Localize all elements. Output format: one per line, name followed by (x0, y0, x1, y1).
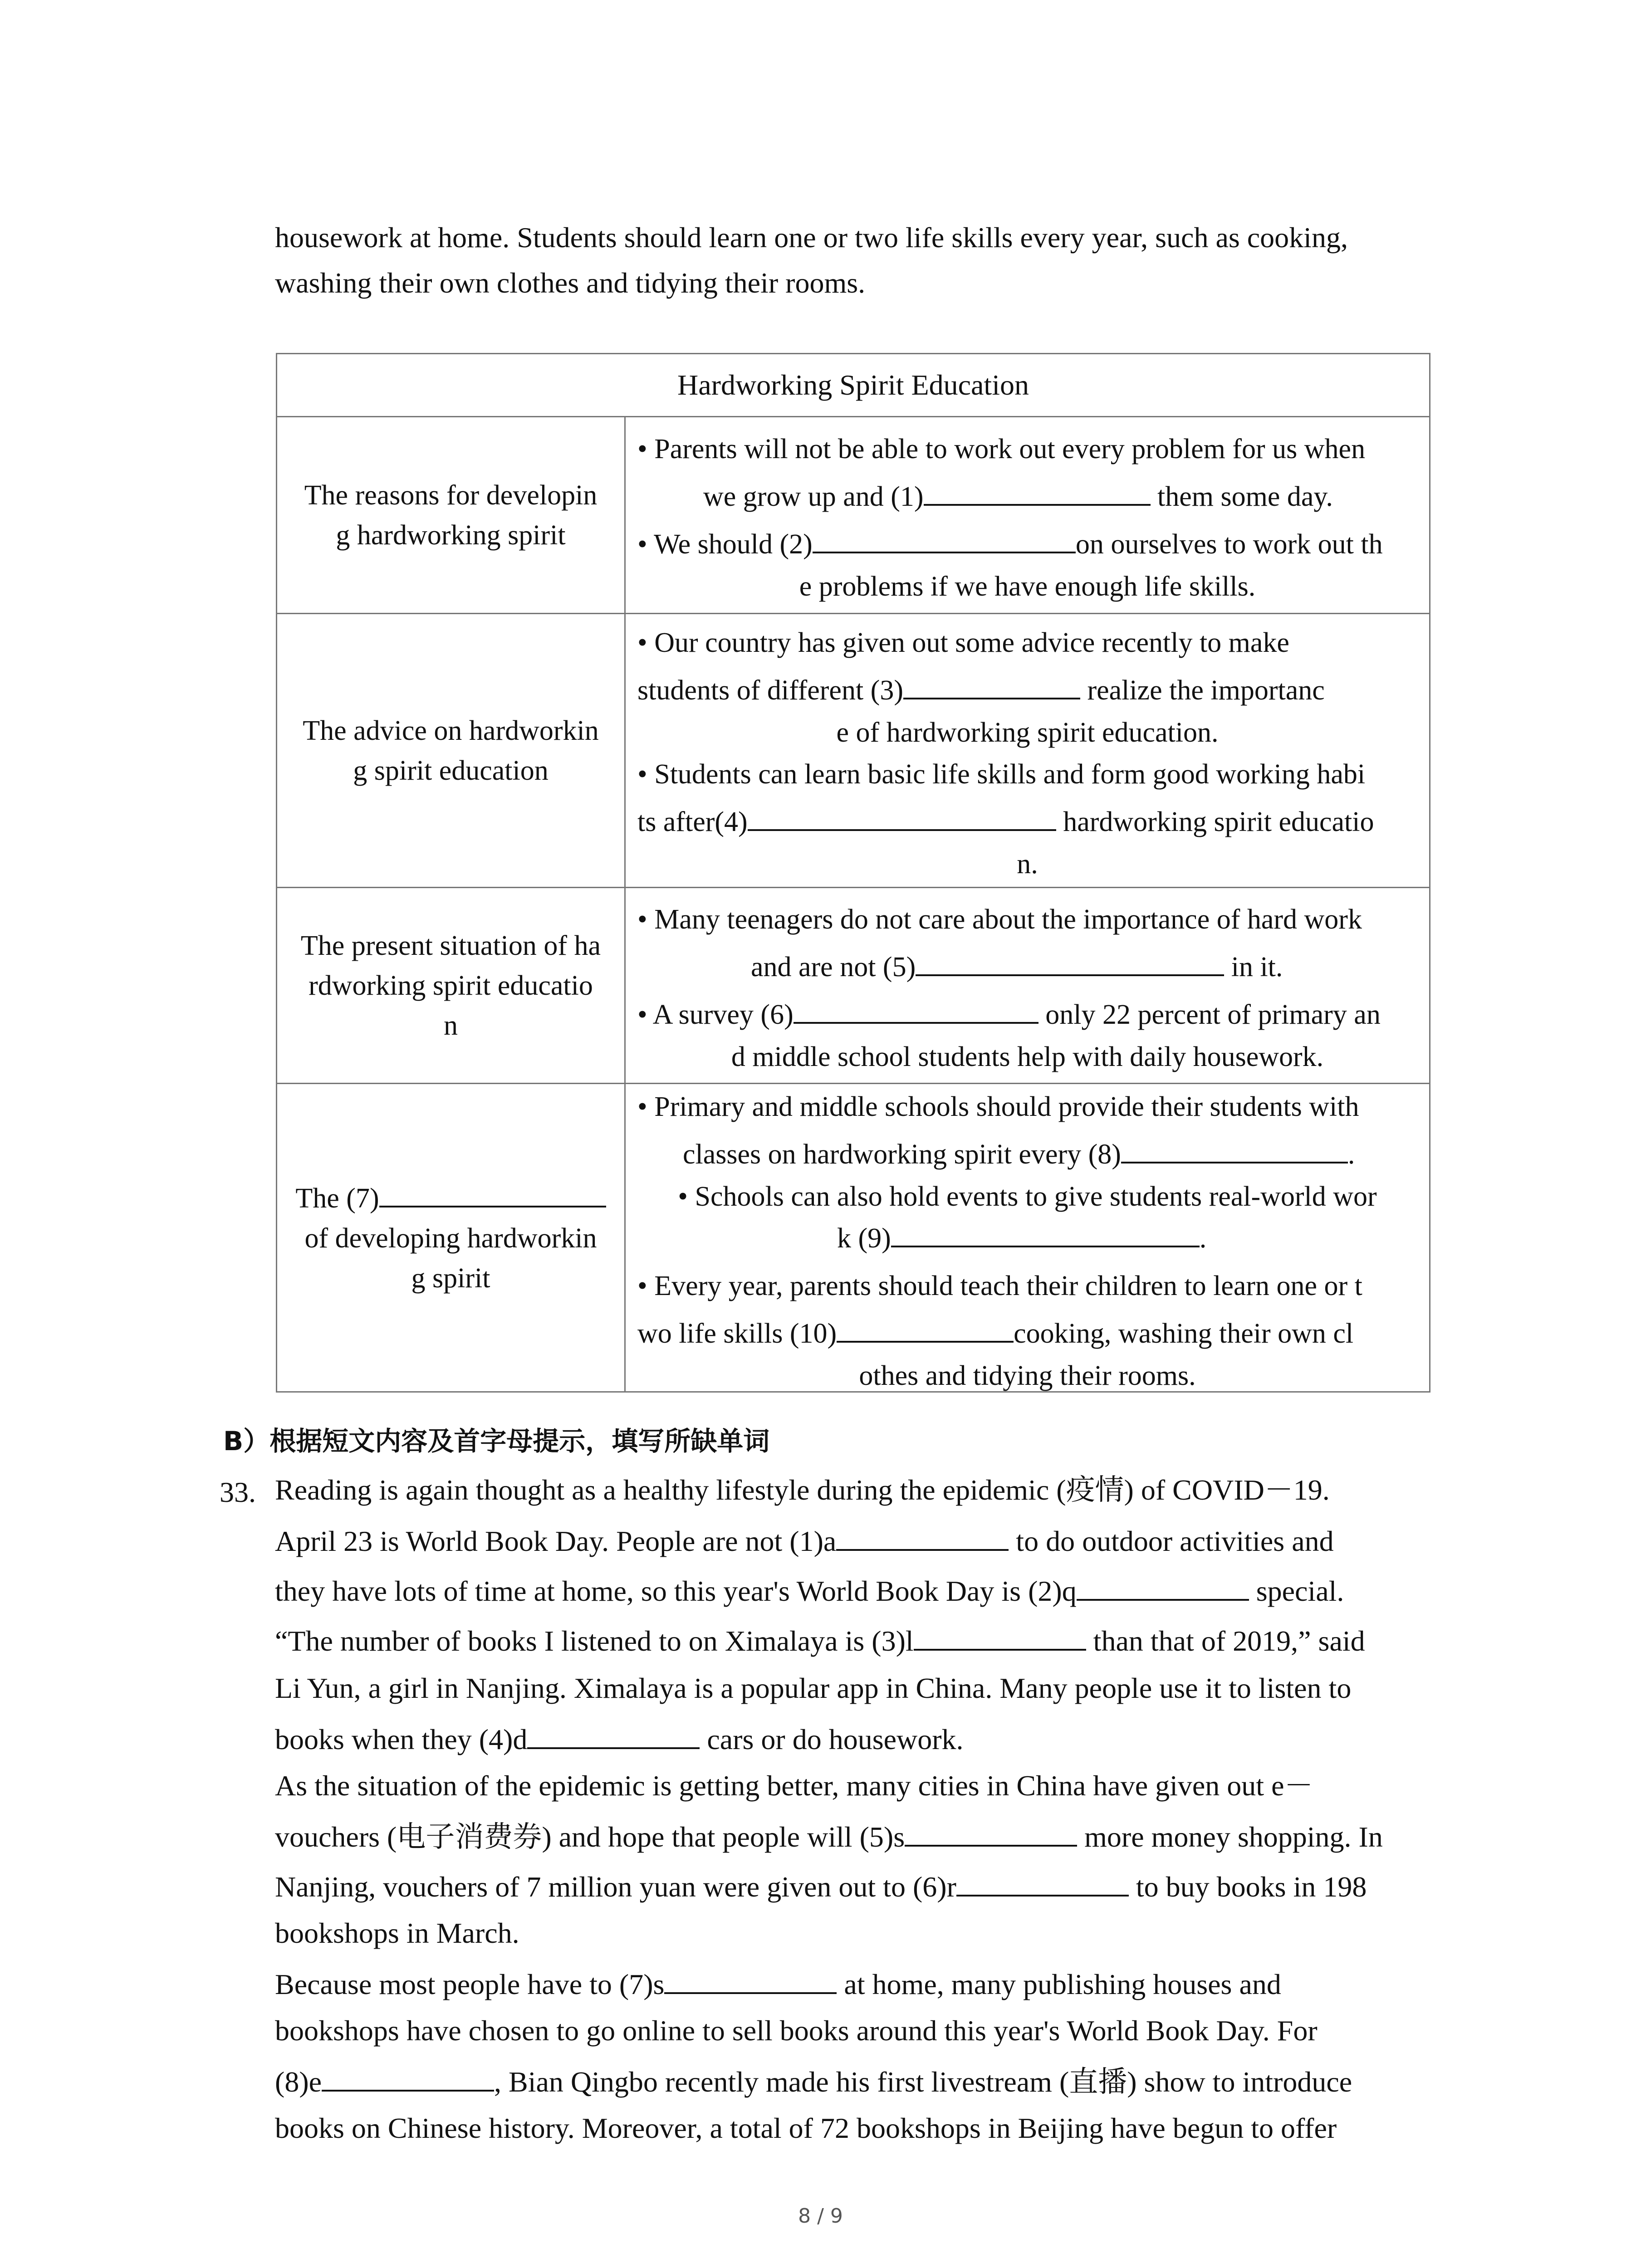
q33-line: vouchers (电子消费券) and hope that people will (5)s more money shopping. In (275, 1821, 1383, 1853)
q33-line: books when they (4)d cars or do housework. (275, 1723, 964, 1755)
table-row (277, 416, 1429, 613)
question-number: 33. (220, 1476, 256, 1508)
table-row (277, 887, 1429, 1083)
q33-line: Reading is again thought as a healthy lifestyle during the epidemic (疫情) of COVID－19. (275, 1474, 1330, 1506)
table-title: Hardworking Spirit Education (677, 369, 1029, 401)
answer-blank-3[interactable] (903, 674, 1080, 699)
q33-blank-2[interactable] (1077, 1575, 1249, 1601)
answer-blank-7[interactable] (379, 1182, 606, 1207)
q33-blank-7[interactable] (664, 1969, 837, 1994)
q33-line: they have lots of time at home, so this year's World Book Day is (2)q special. (275, 1575, 1344, 1607)
answer-blank-10[interactable] (837, 1317, 1014, 1343)
row-content: • Our country has given out some advice recently to make students of different (3) realize the importanc e of hardworking spirit education. • Students can learn basic life skills and form good working habi ts after(4) hardworking spirit educatio n. (637, 627, 1374, 880)
q33-blank-1[interactable] (836, 1525, 1009, 1551)
section-b-heading: B）根据短文内容及首字母提示，填写所缺单词 (223, 1426, 770, 1457)
q33-line: bookshops in March. (275, 1917, 519, 1949)
answer-blank-1[interactable] (924, 480, 1151, 506)
q33-blank-6[interactable] (956, 1871, 1129, 1897)
q33-line: Li Yun, a girl in Nanjing. Ximalaya is a popular app in China. Many people use it to listen to (275, 1672, 1352, 1704)
answer-blank-6[interactable] (794, 998, 1038, 1024)
page-number: 8 / 9 (798, 2204, 843, 2228)
answer-blank-8[interactable] (1121, 1138, 1348, 1163)
answer-blank-5[interactable] (916, 951, 1224, 976)
q33-line: bookshops have chosen to go online to sell books around this year's World Book Day. For (275, 2014, 1318, 2047)
row-heading: The (7) of developing hardworkin g spirit (277, 1084, 626, 1393)
q33-line: “The number of books I listened to on Ximalaya is (3)l than that of 2019,” said (275, 1625, 1365, 1657)
q33-blank-5[interactable] (905, 1821, 1077, 1847)
answer-blank-2[interactable] (813, 528, 1076, 553)
table-row (277, 613, 1429, 887)
q33-blank-8[interactable] (322, 2066, 494, 2092)
hardworking-table (276, 353, 1430, 1393)
q33-line: (8)e , Bian Qingbo recently made his first livestream (直播) show to introduce (275, 2066, 1352, 2098)
row-content: • Many teenagers do not care about the importance of hard work and are not (5) in it. • A survey (6) only 22 percent of primary an d middle school students help with daily housework. (637, 904, 1381, 1072)
intro-line-2: washing their own clothes and tidying their rooms. (275, 267, 866, 299)
q33-line: April 23 is World Book Day. People are not (1)a to do outdoor activities and (275, 1525, 1334, 1557)
intro-line-1: housework at home. Students should learn one or two life skills every year, such as cooking, (275, 221, 1348, 254)
q33-blank-3[interactable] (914, 1625, 1086, 1651)
answer-blank-9[interactable] (891, 1222, 1200, 1247)
row-heading: The reasons for developin g hardworking spirit (277, 417, 626, 613)
row-heading: The advice on hardworkin g spirit education (277, 614, 626, 887)
row-heading: The present situation of ha rdworking spirit educatio n (277, 888, 626, 1083)
row-content: • Primary and middle schools should provide their students with classes on hardworking spirit every (8) . • Schools can also hold events to give students real-world wor k (9) . • Every year, parents should teach their children to learn one or t wo life skills (10) cooking, washing their own cl othes and tidying their rooms. (637, 1091, 1377, 1391)
q33-line: As the situation of the epidemic is getting better, many cities in China have given out e－ (275, 1769, 1313, 1802)
q33-line: Nanjing, vouchers of 7 million yuan were given out to (6)r to buy books in 198 (275, 1871, 1367, 1903)
q33-line: Because most people have to (7)s at home, many publishing houses and (275, 1968, 1281, 2000)
q33-blank-4[interactable] (527, 1724, 700, 1749)
answer-blank-4[interactable] (748, 806, 1056, 831)
table-row (277, 1083, 1429, 1393)
q33-line: books on Chinese history. Moreover, a total of 72 bookshops in Beijing have begun to offer (275, 2112, 1337, 2144)
row-content: • Parents will not be able to work out every problem for us when we grow up and (1) them some day. • We should (2) on ourselves to work out th e problems if we have enough life skills. (637, 434, 1383, 602)
